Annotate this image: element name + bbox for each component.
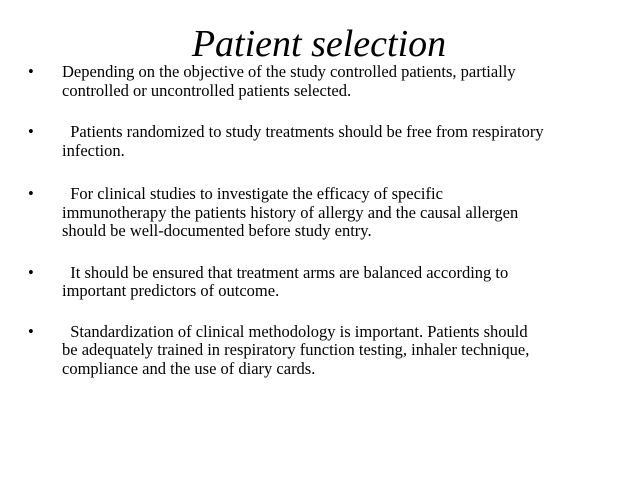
bullet-icon: • [28,321,34,341]
bullet-icon: • [28,184,34,203]
bullet-text: Depending on the objective of the study controlled patients, partially controlled or uncontrolled patients selected. [62,62,516,100]
slide-title: Patient selection [191,23,447,65]
bullet-text: It should be ensured that treatment arms are balanced according to important predictors of outcome. [62,262,509,300]
bullet-icon: • [28,262,34,282]
bullet-text: Patients randomized to study treatments should be free from respiratory infection. [62,122,544,160]
bullet-item [28,323,618,379]
bullet-text: Standardization of clinical methodology is important. Patients should be adequately trained in respiratory function testing, inhaler technique, compliance and the use of diary cards. [62,321,530,378]
bullet-item [28,123,618,160]
bullet-list [28,63,618,403]
bullet-item [28,63,618,100]
bullet-icon: • [28,62,34,81]
bullet-item [28,185,618,241]
bullet-icon: • [28,122,34,141]
bullet-text: For clinical studies to investigate the efficacy of specific immunotherapy the patients history of allergy and the causal allergen should be well-documented before study entry. [62,184,519,240]
bullet-item [28,264,618,301]
